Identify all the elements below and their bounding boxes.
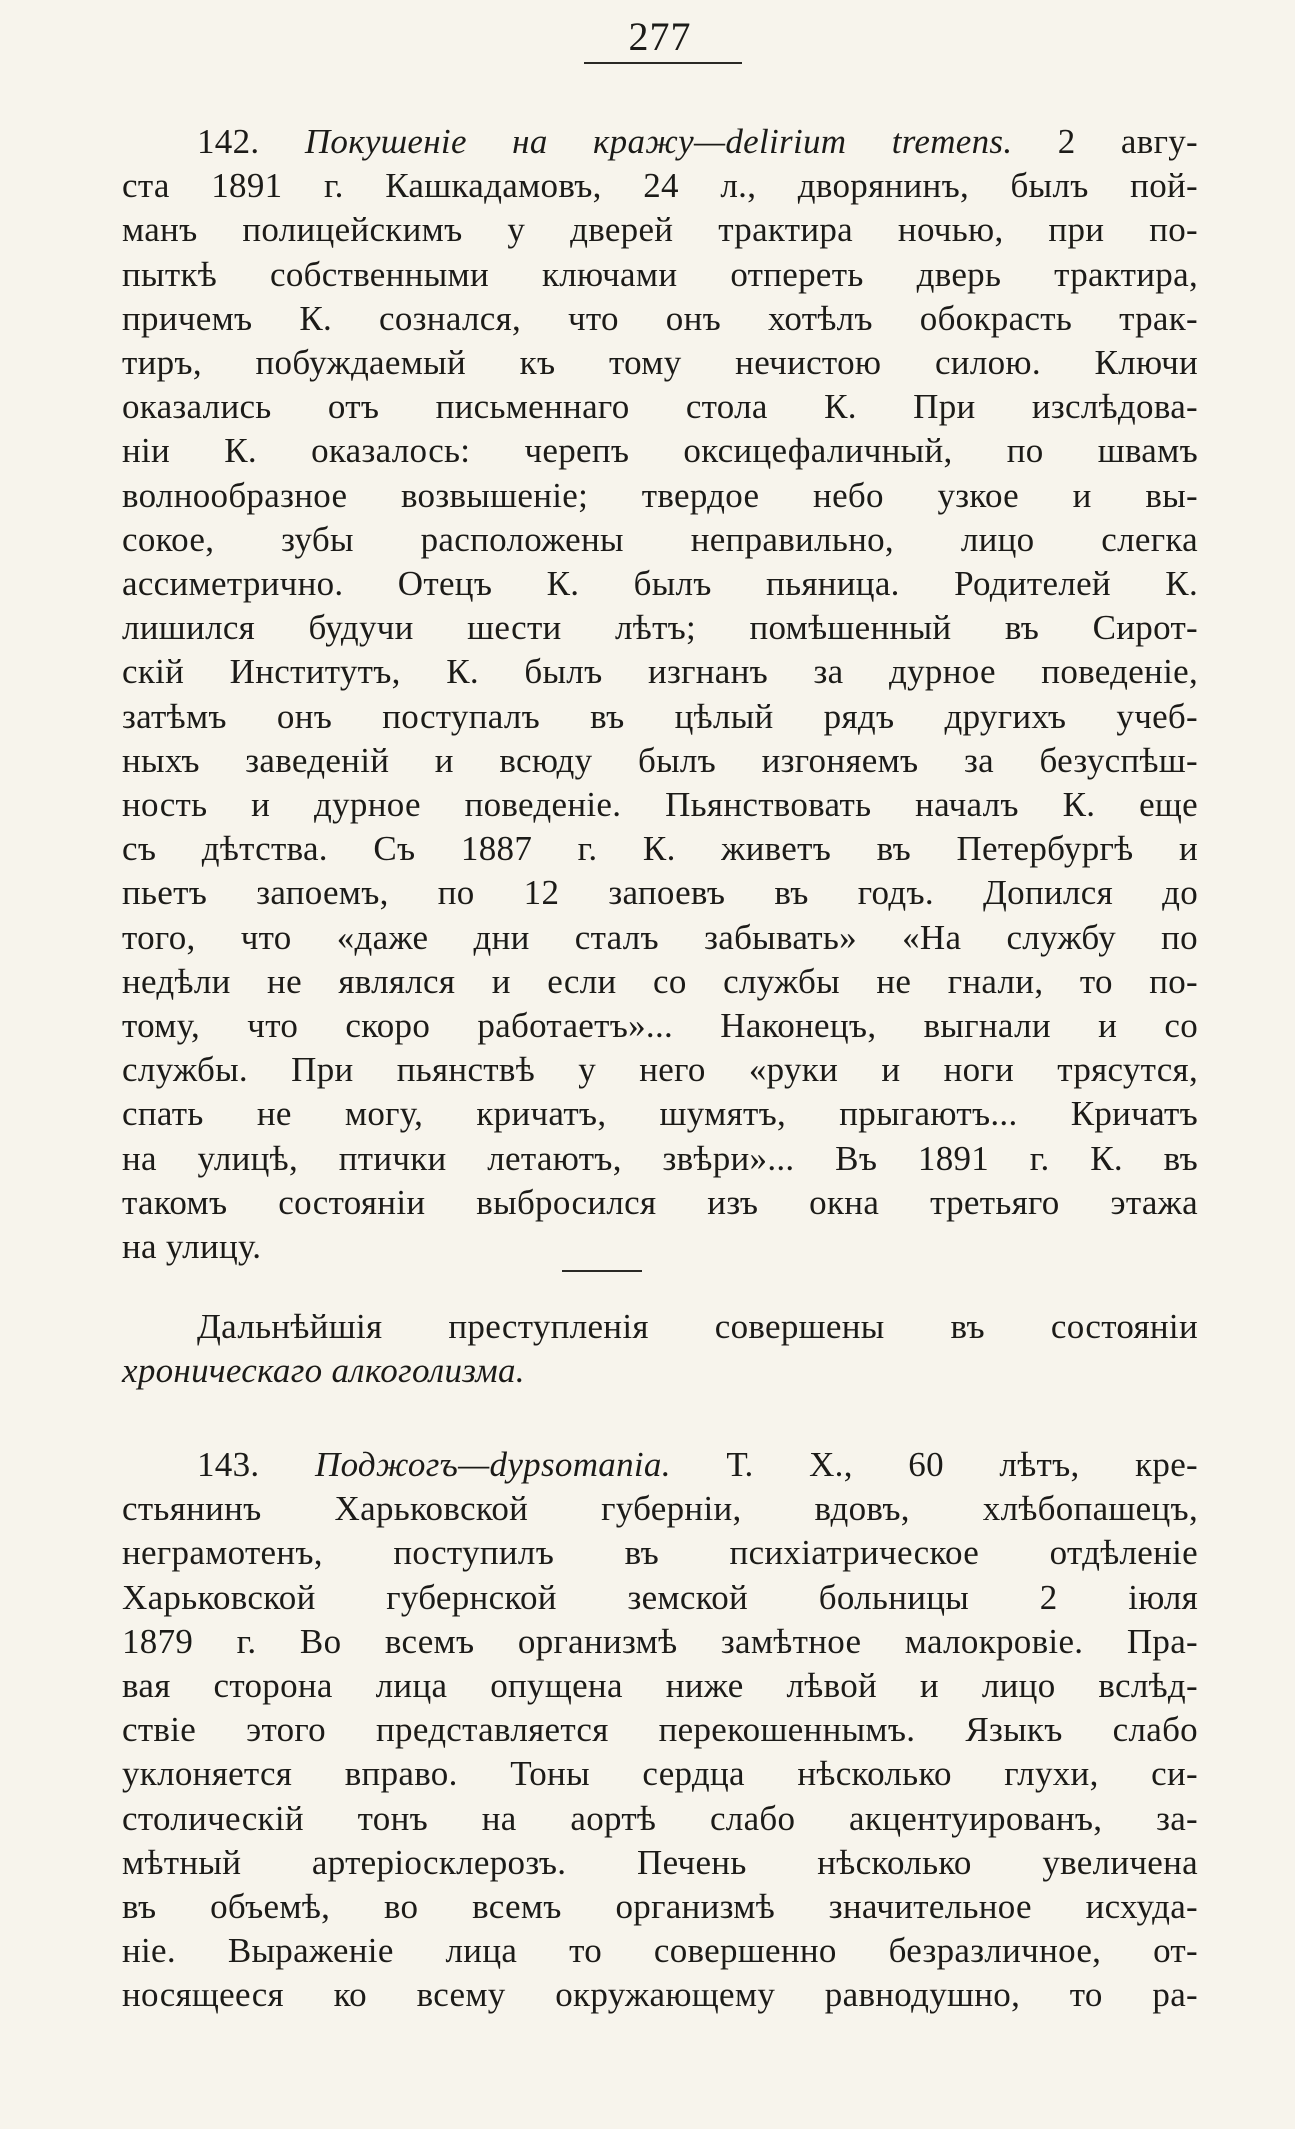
page-number-underline <box>584 62 742 64</box>
entry-143-number: 143. <box>197 1445 260 1484</box>
text-line: ніи К. оказалось: черепъ оксицефаличный, по швамъ <box>122 431 1198 471</box>
text-line: уклоняется вправо. Тоны сердца нѣсколько глухи, си- <box>122 1754 1198 1794</box>
text-line: ность и дурное поведеніе. Пьянствовать началъ К. еще <box>122 785 1198 825</box>
text-line: стьянинъ Харьковской губерніи, вдовъ, хлѣбопашецъ, <box>122 1489 1198 1529</box>
text-line: лишился будучи шести лѣтъ; помѣшенный въ Сирот- <box>122 608 1198 648</box>
text-line: такомъ состояніи выбросился изъ окна третьяго этажа <box>122 1182 1198 1222</box>
text-line: на улицѣ, птички летаютъ, звѣри»... Въ 1891 г. К. въ <box>122 1138 1198 1178</box>
text-line: носящееся ко всему окружающему равнодушно, то ра- <box>122 1975 1198 2015</box>
entry-142-first-line <box>122 120 1198 164</box>
text-line: тому, что скоро работаетъ»... Наконецъ, выгнали и со <box>122 1006 1198 1046</box>
section-divider <box>562 1270 642 1272</box>
text-line: недѣли не являлся и если со службы не гнали, то по- <box>122 961 1198 1001</box>
section-intro-italic-line: хроническаго алкоголизма. <box>122 1351 525 1391</box>
text-line: столическій тонъ на аортѣ слабо акцентуированъ, за- <box>122 1798 1198 1838</box>
text-line: Т. Х., 60 лѣтъ, кре- <box>726 1445 1198 1484</box>
text-line: спать не могу, кричатъ, шумятъ, прыгаютъ... Кричатъ <box>122 1094 1198 1134</box>
text-line: пыткѣ собственными ключами отпереть дверь трактира, <box>122 254 1198 294</box>
text-line: скій Институтъ, К. былъ изгнанъ за дурное поведеніе, <box>122 652 1198 692</box>
text-line: причемъ К. сознался, что онъ хотѣлъ обокрасть трак- <box>122 298 1198 338</box>
text-line: волнообразное возвышеніе; твердое небо узкое и вы- <box>122 475 1198 515</box>
text-line: пьетъ запоемъ, по 12 запоевъ въ годъ. Допился до <box>122 873 1198 913</box>
text-line: вая сторона лица опущена ниже лѣвой и лицо вслѣд- <box>122 1666 1198 1706</box>
text-line: сокое, зубы расположены неправильно, лицо слегка <box>122 519 1198 559</box>
text-line: службы. При пьянствѣ у него «руки и ноги трясутся, <box>122 1050 1198 1090</box>
entry-142-title: Покушеніе на кражу—delirium tremens. <box>304 122 1013 161</box>
text-line: неграмотенъ, поступилъ въ психіатрическое отдѣленіе <box>122 1533 1198 1573</box>
section-intro <box>122 1305 1198 1393</box>
text-line: ста 1891 г. Кашкадамовъ, 24 л., дворянинъ, былъ пой- <box>122 166 1198 206</box>
text-line: тиръ, побуждаемый къ тому нечистою силою. Ключи <box>122 343 1198 383</box>
text-line: съ дѣтства. Съ 1887 г. К. живетъ въ Петербургѣ и <box>122 829 1198 869</box>
text-line: затѣмъ онъ поступалъ въ цѣлый рядъ другихъ учеб- <box>122 696 1198 736</box>
section-intro-line: Дальнѣйшія преступленія совершены въ состояніи <box>197 1307 1198 1346</box>
text-line: на улицу. <box>122 1227 262 1267</box>
text-line: ныхъ заведеній и всюду былъ изгоняемъ за безуспѣш- <box>122 740 1198 780</box>
entry-143 <box>122 1443 1198 2018</box>
text-line: ствіе этого представляется перекошеннымъ. Языкъ слабо <box>122 1710 1198 1750</box>
text-line: въ объемѣ, во всемъ организмѣ значительное исхуда- <box>122 1887 1198 1927</box>
text-line: ніе. Выраженіе лица то совершенно безразличное, от- <box>122 1931 1198 1971</box>
text-line: ассиметрично. Отецъ К. былъ пьяница. Родителей К. <box>122 564 1198 604</box>
page-number: 277 <box>628 14 692 59</box>
text-line: мѣтный артеріосклерозъ. Печень нѣсколько увеличена <box>122 1842 1198 1882</box>
entry-143-first-line <box>122 1443 1198 1487</box>
entry-143-title: Поджогъ—dypsomania. <box>315 1445 671 1484</box>
entry-142-number: 142. <box>197 122 260 161</box>
text-line: 2 авгу- <box>1057 122 1198 161</box>
text-line: 1879 г. Во всемъ организмѣ замѣтное малокровіе. Пра- <box>122 1621 1198 1661</box>
text-line: Харьковской губернской земской больницы 2 іюля <box>122 1577 1198 1617</box>
text-line: оказались отъ письменнаго стола К. При изслѣдова- <box>122 387 1198 427</box>
text-line: манъ полицейскимъ у дверей трактира ночью, при по- <box>122 210 1198 250</box>
entry-142 <box>122 120 1198 1269</box>
text-line: того, что «даже дни сталъ забывать» «На службу по <box>122 917 1198 957</box>
